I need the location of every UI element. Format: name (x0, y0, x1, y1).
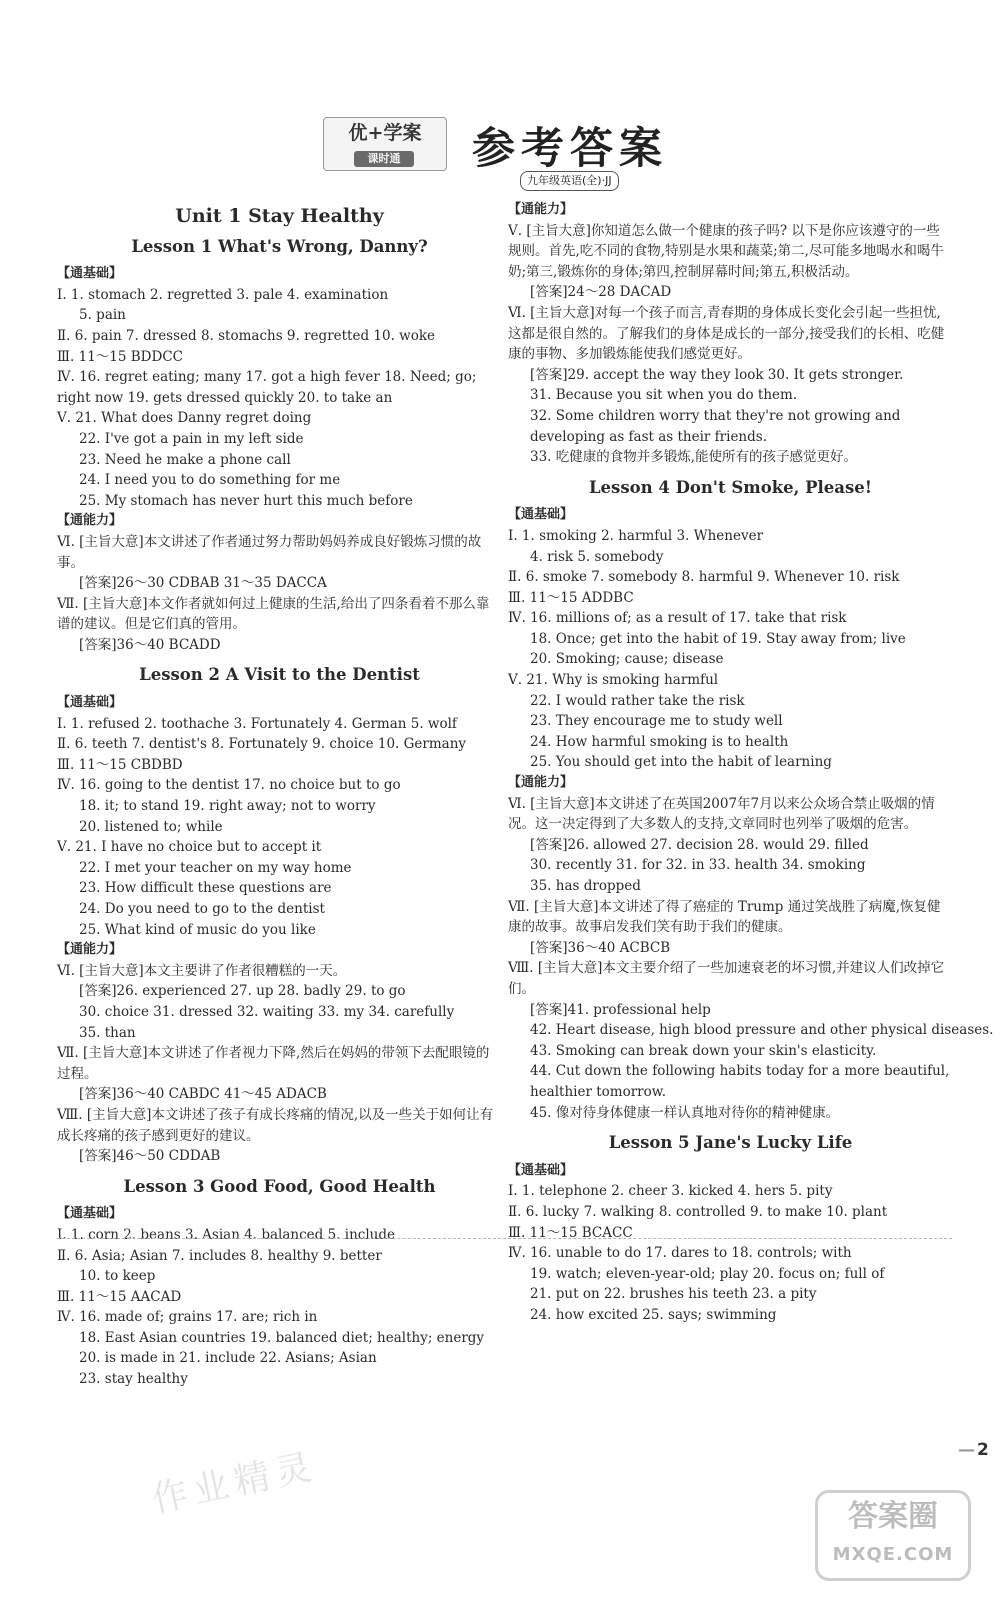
summary-paragraph: Ⅵ. [主旨大意]本文讲述了在英国2007年7月以来公众场合禁止吸烟的情况。这一决定得到了大多数人的支持,文章同时也列举了吸烟的危害。 (508, 795, 935, 833)
unit-heading: Unit 1 Stay Healthy (175, 205, 384, 227)
answer-line: Ⅰ. 1. corn 2. beans 3. Asian 4. balanced 5. include (57, 1226, 395, 1243)
answer-line: Ⅰ. 1. smoking 2. harmful 3. Whenever (508, 527, 764, 544)
answer-line: Ⅰ. 1. stomach 2. regretted 3. pale 4. examination (57, 286, 389, 303)
answer-line: 22. I would rather take the risk (530, 692, 745, 709)
answer-line: Ⅱ. 6. pain 7. dressed 8. stomachs 9. regretted 10. woke (57, 327, 436, 344)
answer-line: Ⅳ. 16. unable to do 17. dares to 18. controls; with (508, 1245, 852, 1262)
answer-line: 10. to keep (79, 1268, 156, 1285)
answer-line: 24. Do you need to go to the dentist (79, 901, 325, 917)
answer-line: 19. watch; eleven-year-old; play 20. focus on; full of (530, 1265, 885, 1282)
answer-line: Ⅰ. 1. telephone 2. cheer 3. kicked 4. hers 5. pity (508, 1183, 833, 1200)
answer-line: [答案]29. accept the way they look 30. It gets stronger. (530, 366, 904, 383)
answer-line: Ⅰ. 1. refused 2. toothache 3. Fortunately 4. German 5. wolf (57, 715, 457, 732)
answer-line: Ⅳ. 16. made of; grains 17. are; rich in (57, 1309, 318, 1326)
answer-line: Ⅵ. [主旨大意]本文主要讲了作者很糟糕的一天。 (57, 962, 347, 979)
answer-line: 5. pain (79, 307, 126, 324)
answer-line: 23. They encourage me to study well (530, 713, 783, 730)
answer-line: 18. East Asian countries 19. balanced diet; healthy; energy (79, 1329, 485, 1346)
answer-line: Ⅱ. 6. lucky 7. walking 8. controlled 9. to make 10. plant (508, 1203, 888, 1220)
lesson-heading: Lesson 3 Good Food, Good Health (123, 1176, 436, 1196)
answer-line: [答案]36～40 BCADD (79, 636, 221, 653)
answer-line: Ⅳ. 16. going to the dentist 17. no choice but to go (57, 777, 401, 794)
answer-line: [答案]24～28 DACAD (530, 284, 672, 301)
answer-line: [答案]41. professional help (530, 1001, 711, 1018)
answer-line: 22. I've got a pain in my left side (79, 430, 304, 447)
answer-line: Ⅳ. 16. millions of; as a result of 17. take that risk (508, 610, 847, 627)
answer-line: Ⅲ. 11～15 BDDCC (57, 348, 183, 365)
answer-line: 32. Some children worry that they're not growing and developing as fast as their friends. (530, 407, 901, 445)
answer-line: 33. 吃健康的食物并多锻炼,能使所有的孩子感觉更好。 (530, 449, 858, 466)
answer-line: 23. stay healthy (79, 1371, 188, 1388)
answer-line: 18. Once; get into the habit of 19. Stay away from; live (530, 630, 906, 647)
summary-paragraph: Ⅶ. [主旨大意]本文讲述了得了癌症的 Trump 通过笑战胜了病魔,恢复健康的故事。故事启发我们笑有助于我们的健康。 (508, 898, 941, 936)
answer-line: 20. Smoking; cause; disease (530, 651, 724, 668)
answer-line: 20. listened to; while (79, 818, 223, 835)
section-label: 【通能力】 (508, 775, 574, 791)
answer-line: Ⅴ. 21. Why is smoking harmful (508, 672, 719, 689)
answer-line: [答案]26. allowed 27. decision 28. would 29. filled (530, 836, 869, 853)
book-logo (323, 117, 447, 171)
section-label: 【通基础】 (57, 266, 123, 282)
watermark-stamp-url: MXQE.COM (832, 1544, 954, 1565)
answer-line: 24. how excited 25. says; swimming (530, 1306, 777, 1323)
edition-badge: 九年级英语(全)·JJ (520, 171, 619, 191)
answer-line: [答案]46～50 CDDAB (79, 1148, 221, 1165)
answer-line: 23. Need he make a phone call (79, 451, 291, 468)
answer-line: Ⅱ. 6. Asia; Asian 7. includes 8. healthy 9. better (57, 1247, 382, 1264)
answer-line: [答案]26～30 CDBAB 31～35 DACCA (79, 575, 327, 592)
summary-paragraph: Ⅷ. [主旨大意]本文主要介绍了一些加速衰老的坏习惯,并建议人们改掉它们。 (508, 960, 945, 997)
page-number: — 2 (958, 1440, 989, 1460)
answer-line: 24. How harmful smoking is to health (530, 733, 789, 750)
answer-line: Ⅳ. 16. regret eating; many 17. got a high fever 18. Need; go; (57, 369, 477, 386)
lesson-heading: Lesson 2 A Visit to the Dentist (139, 665, 420, 685)
answer-line: 24. I need you to do something for me (79, 472, 341, 489)
summary-paragraph: Ⅶ. [主旨大意]本文讲述了作者视力下降,然后在妈妈的带领下去配眼镜的过程。 (57, 1045, 490, 1082)
summary-paragraph: Ⅷ. [主旨大意]本文讲述了孩子有成长疼痛的情况,以及一些关于如何让有成长疼痛的孩子感到更好的建议。 (57, 1106, 494, 1144)
answer-line: 30. choice 31. dressed 32. waiting 33. my 34. carefully (79, 1003, 455, 1020)
answer-line: 4. risk 5. somebody (530, 548, 664, 565)
watermark-stamp-text: 答案圈 (848, 1499, 938, 1534)
answer-line: 43. Smoking can break down your skin's elasticity. (530, 1042, 877, 1059)
summary-paragraph: Ⅶ. [主旨大意]本文作者就如何过上健康的生活,给出了四条看着不那么靠谱的建议。但是它们真的管用。 (57, 595, 490, 633)
left-column (57, 200, 502, 1390)
watermark-left: 作业精灵 (148, 1445, 322, 1521)
answer-line: 35. has dropped (530, 878, 641, 894)
answer-line: 23. How difficult these questions are (79, 880, 332, 897)
section-label: 【通基础】 (508, 1162, 574, 1178)
answer-line: Ⅲ. 11～15 ADDBC (508, 589, 634, 606)
section-label: 【通能力】 (57, 513, 123, 529)
section-label: 【通基础】 (57, 1206, 123, 1222)
right-column (508, 200, 994, 1325)
lesson-heading: Lesson 1 What's Wrong, Danny? (131, 236, 428, 256)
answer-line: 18. it; to stand 19. right away; not to worry (79, 798, 376, 815)
answer-line: 25. What kind of music do you like (79, 921, 316, 938)
logo-subtitle: 课时通 (354, 151, 414, 167)
answer-line: Ⅱ. 6. smoke 7. somebody 8. harmful 9. Whenever 10. risk (508, 569, 900, 586)
section-label: 【通基础】 (57, 695, 123, 711)
answer-line: 20. is made in 21. include 22. Asians; Asian (79, 1350, 377, 1367)
answer-line: 44. Cut down the following habits today for a more beautiful, healthier tomorrow. (530, 1063, 950, 1100)
page-title: 参考答案 (472, 124, 668, 174)
answer-line: 21. put on 22. brushes his teeth 23. a pity (530, 1286, 817, 1303)
summary-paragraph: Ⅵ. [主旨大意]本文讲述了作者通过努力帮助妈妈养成良好锻炼习惯的故事。 (57, 533, 482, 571)
logo-text: 优+学案 (348, 122, 422, 144)
section-label: 【通能力】 (57, 942, 123, 958)
answer-line: 42. Heart disease, high blood pressure and other physical diseases. (530, 1022, 994, 1039)
answer-line: Ⅴ. 21. I have no choice but to accept it (57, 839, 322, 856)
lesson-heading: Lesson 5 Jane's Lucky Life (608, 1133, 853, 1153)
answer-line: Ⅲ. 11～15 BCACC (508, 1224, 633, 1241)
answer-line: 22. I met your teacher on my way home (79, 859, 352, 876)
answer-line: 31. Because you sit when you do them. (530, 387, 798, 404)
answer-line: Ⅲ. 11～15 AACAD (57, 1288, 182, 1305)
section-divider (57, 1238, 952, 1239)
answer-line: 35. than (79, 1024, 136, 1041)
answer-line: [答案]36～40 CABDC 41～45 ADACB (79, 1086, 327, 1103)
answer-line: 45. 像对待身体健康一样认真地对待你的精神健康。 (530, 1104, 840, 1121)
answer-line: Ⅲ. 11～15 CBDBD (57, 756, 183, 773)
answer-line: [答案]36～40 ACBCB (530, 939, 671, 956)
answer-line: 25. You should get into the habit of learning (530, 754, 832, 771)
summary-paragraph: Ⅴ. [主旨大意]你知道怎么做一个健康的孩子吗? 以下是你应该遵守的一些规则。首先,吃不同的食物,特别是水果和蔬菜;第二,尽可能多地喝水和喝牛奶;第三,锻炼你的身体;第四,控制屏幕时间;第五,积极活动。 (508, 222, 944, 280)
answer-line: Ⅴ. 21. What does Danny regret doing (57, 410, 312, 427)
answer-line: 30. recently 31. for 32. in 33. health 34. smoking (530, 857, 866, 874)
section-label: 【通基础】 (508, 507, 574, 523)
answer-line: Ⅱ. 6. teeth 7. dentist's 8. Fortunately 9. choice 10. Germany (57, 736, 467, 753)
answer-line: right now 19. gets dressed quickly 20. to take an (57, 389, 393, 406)
answer-line: [答案]26. experienced 27. up 28. badly 29. to go (79, 983, 406, 1000)
lesson-heading: Lesson 4 Don't Smoke, Please! (588, 477, 873, 497)
section-label: 【通能力】 (508, 202, 574, 217)
page-header (0, 105, 1000, 200)
answer-line: 25. My stomach has never hurt this much before (79, 492, 413, 509)
summary-paragraph: Ⅵ. [主旨大意]对每一个孩子而言,青春期的身体成长变化会引起一些担忧,这都是很自然的。了解我们的身体是成长的一部分,接受我们的长相、吃健康的事物、多加锻炼能使我们感觉更好。 (508, 304, 945, 363)
watermark-stamp (815, 1490, 971, 1581)
